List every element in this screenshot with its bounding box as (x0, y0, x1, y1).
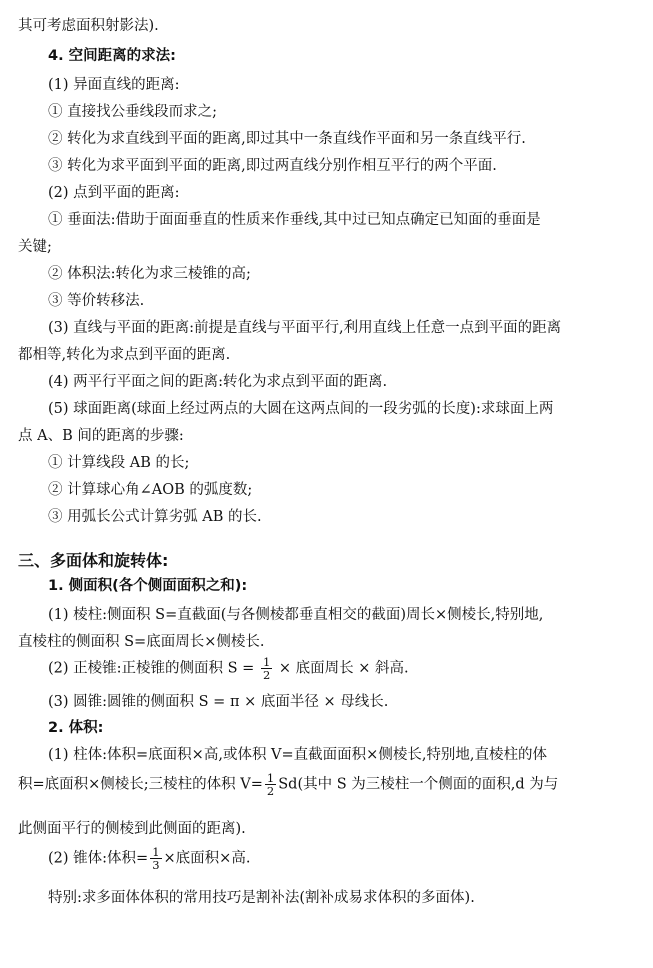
heading-lateral-area: 1. 侧面积(各个侧面面积之和): (48, 578, 248, 594)
heading-space-distance: 4. 空间距离的求法: (48, 48, 176, 64)
item-line-plane-distance: (3) 直线与平面的距离:前提是直线与平面平行,利用直线上任意一点到平面的距离 (48, 320, 562, 336)
line-partial-intro: 其可考虑面积射影法). (18, 18, 159, 34)
item-cone-lateral-area: (3) 圆锥:圆锥的侧面积 S = π × 底面半径 × 母线长. (48, 694, 389, 710)
sub-item-common-perpendicular: ① 直接找公垂线段而求之; (48, 104, 217, 120)
item-prism-lateral-area: (1) 棱柱:侧面积 S=直截面(与各侧棱都垂直相交的截面)周长×侧棱长,特别地, (48, 607, 544, 623)
note-cut-fill-method: 特别:求多面体体积的常用技巧是割补法(割补成易求体积的多面体). (48, 890, 475, 906)
sub-item-line-to-plane: ② 转化为求直线到平面的距离,即过其中一条直线作平面和另一条直线平行. (48, 131, 526, 147)
step-segment-ab: ① 计算线段 AB 的长; (48, 455, 190, 471)
formula-text-after: × 底面周长 × 斜高. (274, 660, 409, 677)
item-line-plane-distance-cont: 都相等,转化为求点到平面的距离. (18, 347, 231, 363)
sub-item-equivalent-transfer: ③ 等价转移法. (48, 293, 145, 309)
formula-text-before: (2) 正棱锥:正棱锥的侧面积 S = (48, 660, 259, 677)
formula-text-before: (2) 锥体:体积= (48, 850, 149, 867)
sub-item-volume-method: ② 体积法:转化为求三棱锥的高; (48, 266, 251, 282)
item-spherical-distance-cont: 点 A、B 间的距离的步骤: (18, 428, 184, 444)
item-point-to-plane: (2) 点到平面的距离: (48, 185, 180, 201)
item-prism-volume-cont (18, 772, 558, 797)
sub-item-perpendicular-plane: ① 垂面法:借助于面面垂直的性质来作垂线,其中过已知点确定已知面的垂面是 (48, 212, 541, 228)
fraction-third: $\frac{1}{3}$ (152, 845, 160, 872)
sub-item-plane-to-plane: ③ 转化为求平面到平面的距离,即过两直线分别作相互平行的两个平面. (48, 158, 497, 174)
step-central-angle: ② 计算球心角∠AOB 的弧度数; (48, 482, 253, 498)
item-pyramid-lateral-area (48, 656, 409, 681)
formula-text-after: ×底面积×高. (163, 850, 251, 867)
item-prism-volume-end: 此侧面平行的侧棱到此侧面的距离). (18, 821, 246, 837)
item-skew-lines-distance: (1) 异面直线的距离: (48, 77, 180, 93)
heading-volume: 2. 体积: (48, 720, 104, 736)
step-arc-length: ③ 用弧长公式计算劣弧 AB 的长. (48, 509, 262, 525)
item-prism-lateral-area-cont: 直棱柱的侧面积 S=底面周长×侧棱长. (18, 634, 265, 650)
item-spherical-distance: (5) 球面距离(球面上经过两点的大圆在这两点间的一段劣弧的长度):求球面上两 (48, 401, 554, 417)
sub-item-perpendicular-plane-cont: 关键; (18, 239, 52, 255)
section-heading-polyhedra: 三、多面体和旋转体: (18, 551, 169, 570)
item-prism-volume: (1) 柱体:体积=底面积×高,或体积 V=直截面面积×侧棱长,特别地,直棱柱的体 (48, 747, 548, 763)
formula-text-before: 积=底面积×侧棱长;三棱柱的体积 V= (18, 776, 263, 793)
formula-text-after: Sd(其中 S 为三棱柱一个侧面的面积,d 为与 (278, 776, 559, 793)
item-parallel-planes: (4) 两平行平面之间的距离:转化为求点到平面的距离. (48, 374, 388, 390)
fraction-half: $\frac{1}{2}$ (266, 771, 275, 798)
fraction-half: $\frac{1}{2}$ (262, 655, 271, 682)
item-pyramid-volume (48, 846, 250, 871)
